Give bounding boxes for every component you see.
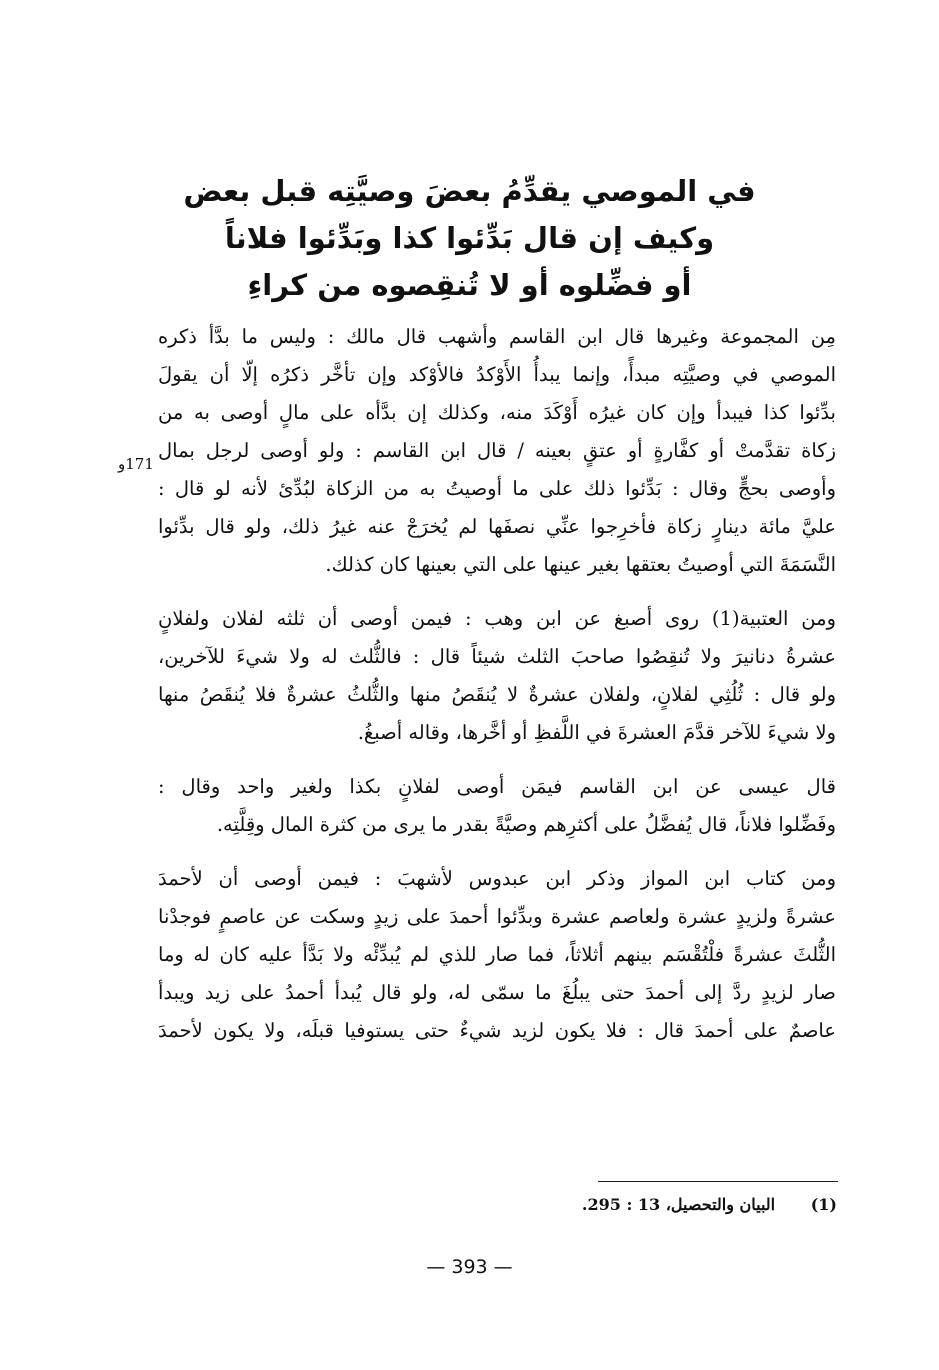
paragraph xyxy=(158,768,836,844)
paragraph xyxy=(158,600,836,752)
text-line: الموصي في وصيَّتِه مبدأً، وإنما يبدأُ الأَوْكدُ فالأوْكد وإن تأخَّر ذكرُه إلّا أن يقولَ xyxy=(158,363,836,386)
text-line: عاصمٌ على أحمدَ قال : فلا يكون لزيد شيءٌ حتى يستوفيا قبلَه، ولا يكون لأحمدَ xyxy=(158,1019,836,1042)
paragraph xyxy=(158,860,836,1050)
text-line: عشرةُ دنانيرَ ولا تُنقِصُوا صاحبَ الثلث شيئاً قال : فالثُّلث له ولا شيءَ للآخرين، xyxy=(158,645,836,668)
footnote-number: (1) xyxy=(810,1195,837,1214)
page-number: — 393 — xyxy=(426,1256,513,1278)
title-line: في الموصي يقدِّمُ بعضَ وصيَّتِه قبل بعض xyxy=(183,174,756,208)
title-line: أو فضِّلوه أو لا تُنقِصوه من كراءِ xyxy=(247,268,692,302)
text-line: ولا شيءَ للآخر قدَّمَ العشرةَ في اللَّفظِ أو أخَّرها، وقاله أصبغُ. xyxy=(357,721,836,744)
chapter-title xyxy=(140,168,799,309)
text-line: بدِّئوا كذا فيبدأ وإن كان غيرُه أَوْكَدَ منه، وكذلك إن بدَّأه على مالٍ أوصى به من xyxy=(158,401,836,424)
text-line: وفَضِّلوا فلاناً، قال يُفضَّلُ على أكثرِهم وصيَّةً بقدر ما يرى من كثرة المال وقِلَّتِه. xyxy=(216,813,836,836)
footnote xyxy=(582,1195,837,1214)
footnote-text: البيان والتحصيل، 13 : 295. xyxy=(581,1195,776,1214)
margin-folio-note: 171و xyxy=(118,455,154,473)
text-line: ولو قال : ثُلُثِي لفلانٍ، ولفلان عشرةٌ لا يُنقَصُ منها والثُّلثُ عشرةٌ فلا يُنقَصُ منها xyxy=(158,683,836,706)
text-line: ومن كتاب ابن المواز وذكر ابن عبدوس لأشهبَ : فيمن أوصى أن لأحمدَ xyxy=(158,867,836,890)
text-line: النَّسَمَةَ التي أوصيتُ بعتقها بغير عينها على التي بعينها كان كذلك. xyxy=(325,553,836,576)
title-line: وكيف إن قال بَدِّئوا كذا وبَدِّئوا فلاناً xyxy=(224,221,715,255)
text-line: زكاة تقدَّمتْ أو كفَّارةٍ أو عتقٍ بعينه / قال ابن القاسم : ولو أوصى لرجل بمال xyxy=(158,439,836,462)
text-line: قال عيسى عن ابن القاسم فيمَن أوصى لفلانٍ بكذا ولغير واحد وقال : xyxy=(158,775,836,798)
text-line: عليَّ مائة دينارٍ زكاة فأخرِجوا عنِّي نصفَها لم يُخرَجْ عنه غيرُ ذلك، ولو قال بدِّئوا xyxy=(158,515,836,538)
text-line: صار لزيدٍ ردَّ إلى أحمدَ حتى يبلُغَ ما سمّى له، ولو قال يُبدأ أحمدُ على زيد ويبدأ xyxy=(158,981,836,1004)
footnote-separator xyxy=(598,1181,838,1182)
text-line: وأوصى بحجٍّ وقال : بَدِّئوا ذلك على ما أوصيتُ به من الزكاة لبُدِّئ لأنه لو قال : xyxy=(158,477,836,500)
text-line: عشرةً ولزيدٍ عشرة ولعاصم عشرة وبدِّئوا أحمدَ على زيدٍ وسكت عن عاصمٍ فوجدْنا xyxy=(158,905,836,928)
text-line: مِن المجموعة وغيرها قال ابن القاسم وأشهب قال مالك : وليس ما بدَّأ ذكره xyxy=(158,325,836,348)
text-line: ومن العتبية(1) روى أصبغ عن ابن وهب : فيمن أوصى أن ثلثه لفلان ولفلانٍ xyxy=(158,607,837,630)
body-text xyxy=(158,318,836,1066)
paragraph xyxy=(158,318,836,584)
text-line: الثُّلثَ عشرةً فلْتُقْسَم بينهم أثلاثاً، فما صار للذي لم يُبدِّئْه ولا بَدَّأ عليه كان له وما xyxy=(158,943,836,966)
